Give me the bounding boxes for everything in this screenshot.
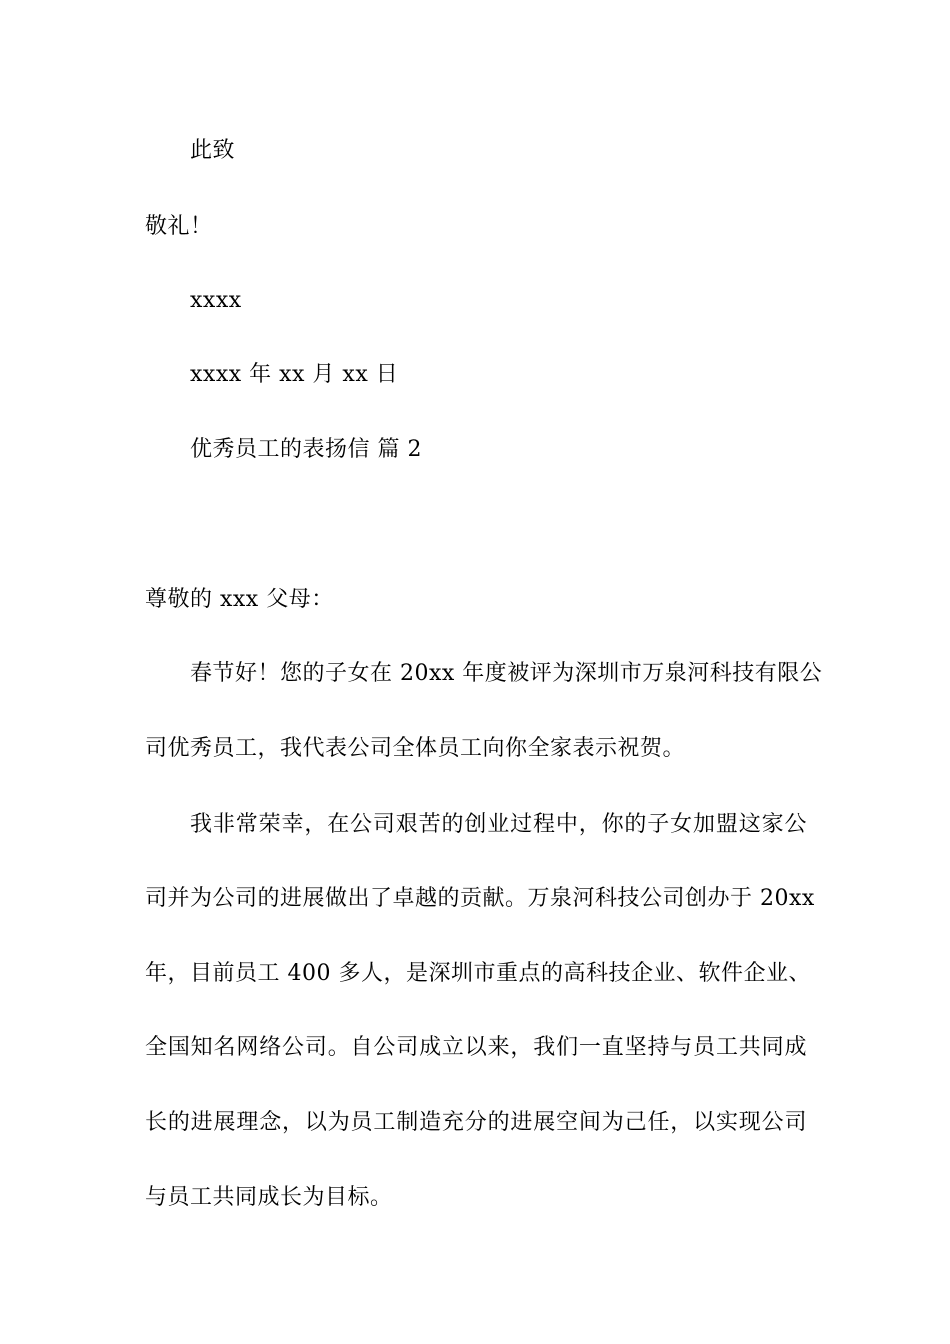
closing-line-1: 此致 (190, 138, 236, 163)
section-heading: 优秀员工的表扬信 篇 2 (190, 437, 422, 462)
paragraph-line: 春节好！您的子女在 20xx 年度被评为深圳市万泉河科技有限公 (190, 661, 823, 686)
salutation: 尊敬的 xxx 父母： (145, 587, 334, 612)
paragraph-line: 与员工共同成长为目标。 (145, 1185, 393, 1210)
paragraph-line: 司并为公司的进展做出了卓越的贡献。万泉河科技公司创办于 20xx (145, 886, 815, 911)
closing-line-2: 敬礼！ (145, 214, 213, 239)
date-line: xxxx 年 xx 月 xx 日 (190, 362, 399, 387)
paragraph-line: 全国知名网络公司。自公司成立以来，我们一直坚持与员工共同成 (145, 1035, 807, 1060)
paragraph-line: 长的进展理念，以为员工制造充分的进展空间为己任，以实现公司 (145, 1110, 807, 1135)
paragraph-line: 年，目前员工 400 多人，是深圳市重点的高科技企业、软件企业、 (145, 961, 811, 986)
signature: xxxx (190, 288, 242, 313)
paragraph-line: 我非常荣幸，在公司艰苦的创业过程中，你的子女加盟这家公 (190, 812, 807, 837)
paragraph-line: 司优秀员工，我代表公司全体员工向你全家表示祝贺。 (145, 736, 686, 761)
